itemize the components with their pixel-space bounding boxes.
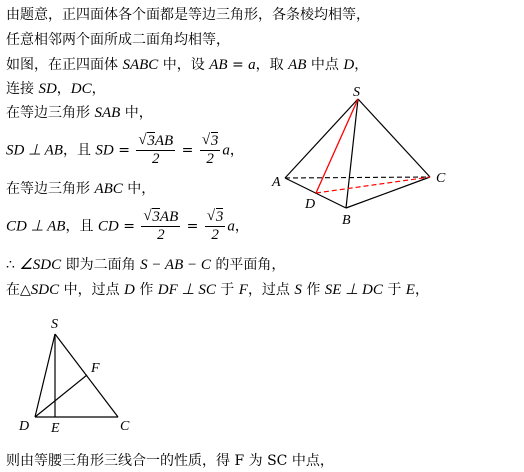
text-line-9: [6, 256, 285, 274]
m: 2: [152, 151, 160, 167]
tetrahedron-figure: [270, 80, 450, 230]
t: 中，设: [158, 57, 210, 73]
triangle-sdc-figure: [10, 310, 150, 440]
t: 在等边三角形: [6, 181, 95, 197]
text-line-10: [6, 281, 429, 299]
t: 在等边三角形: [6, 105, 95, 121]
label-A: A: [272, 175, 281, 190]
label-E: E: [51, 421, 60, 436]
fraction: [200, 133, 221, 168]
t: 在△: [6, 282, 31, 298]
m: 2: [211, 227, 219, 243]
m: 3: [152, 209, 160, 225]
m: 2: [157, 227, 165, 243]
side-SD: [35, 334, 55, 417]
t: =: [177, 142, 198, 159]
m: ∠SDC: [19, 257, 62, 273]
label-S: S: [353, 85, 360, 100]
text-line-6: [6, 133, 244, 168]
label-B: B: [342, 213, 351, 228]
fraction: [136, 133, 175, 168]
m: 2: [206, 151, 214, 167]
text-line-8: [6, 209, 249, 244]
t: ，: [414, 282, 429, 298]
m: DF ⊥ SC: [157, 282, 216, 298]
t: =: [113, 142, 135, 159]
m: SABC: [122, 57, 159, 73]
t: ∴: [6, 257, 20, 273]
t: ，且: [62, 142, 96, 159]
label-F: F: [91, 361, 100, 376]
segment-SD: [316, 99, 358, 193]
edge-AC-hidden: [285, 177, 430, 178]
text-line-2: 任意相邻两个面所成二面角均相等，: [6, 32, 230, 48]
label-S: S: [51, 317, 58, 332]
t: 的平面角，: [210, 257, 286, 273]
t: 作: [134, 282, 158, 298]
fraction: [141, 209, 180, 244]
m: 3: [147, 133, 155, 149]
t: 中点: [306, 57, 344, 73]
t: 连接: [6, 81, 39, 97]
m: S − AB − C: [140, 257, 211, 273]
text-line-1: 由题意，正四面体各个面都是等边三角形，各条棱均相等，: [6, 7, 370, 23]
t: 中，过点: [59, 282, 125, 298]
m: AB: [209, 57, 228, 73]
m: D: [343, 57, 355, 73]
t: =: [118, 218, 140, 235]
edge-SC: [358, 99, 430, 177]
m: SD: [38, 81, 57, 97]
m: ABC: [94, 181, 123, 197]
m: 3: [210, 133, 219, 149]
m: D: [124, 282, 135, 298]
m: DC: [70, 81, 92, 97]
t: 于: [382, 282, 406, 298]
m: E: [405, 282, 415, 298]
t: 即为二面角: [61, 257, 141, 273]
edge-SB: [346, 99, 358, 208]
m: S: [294, 282, 302, 298]
m: SDC: [30, 282, 60, 298]
t: 如图，在正四面体: [6, 57, 123, 73]
text-line-3: [6, 56, 368, 74]
m: AB: [154, 133, 174, 149]
text-line-7: [6, 180, 155, 198]
t: 于: [215, 282, 239, 298]
label-C: C: [436, 171, 446, 186]
edge-SA: [285, 99, 358, 178]
t: ，过点: [247, 282, 295, 298]
t: ，: [234, 218, 249, 235]
m: a: [227, 218, 235, 235]
t: ，取: [255, 57, 289, 73]
t: ，且: [65, 218, 98, 235]
t: ，: [91, 81, 106, 97]
t: 中，: [120, 105, 153, 121]
label-C: C: [120, 419, 130, 434]
t: =: [227, 57, 249, 73]
m: a: [222, 142, 230, 159]
m: SAB: [94, 105, 121, 121]
t: ，: [354, 57, 369, 73]
m: AB: [288, 57, 307, 73]
m: F: [238, 282, 248, 298]
t: 作: [301, 282, 325, 298]
m: CD: [97, 218, 119, 235]
m: SD: [95, 142, 114, 159]
label-D: D: [19, 419, 30, 434]
segment-DC-hidden: [316, 177, 430, 193]
text-line-11: 则由等腰三角形三线合一的性质，得 F 为 SC 中点，: [6, 453, 334, 469]
segment-DF: [35, 375, 87, 417]
fraction: [205, 209, 226, 244]
m: CD ⊥ AB: [6, 218, 66, 235]
t: ，: [56, 81, 71, 97]
t: =: [182, 218, 203, 235]
edge-BC: [346, 177, 430, 208]
m: AB: [159, 209, 179, 225]
m: a: [248, 57, 256, 73]
t: 中，: [122, 181, 156, 197]
edge-AB: [285, 178, 346, 208]
m: SD ⊥ AB: [6, 142, 63, 159]
m: SE ⊥ DC: [324, 282, 383, 298]
text-line-4: [6, 80, 106, 98]
t: ，: [229, 142, 244, 159]
label-D: D: [305, 197, 316, 212]
m: 3: [215, 209, 224, 225]
text-line-5: [6, 104, 153, 122]
